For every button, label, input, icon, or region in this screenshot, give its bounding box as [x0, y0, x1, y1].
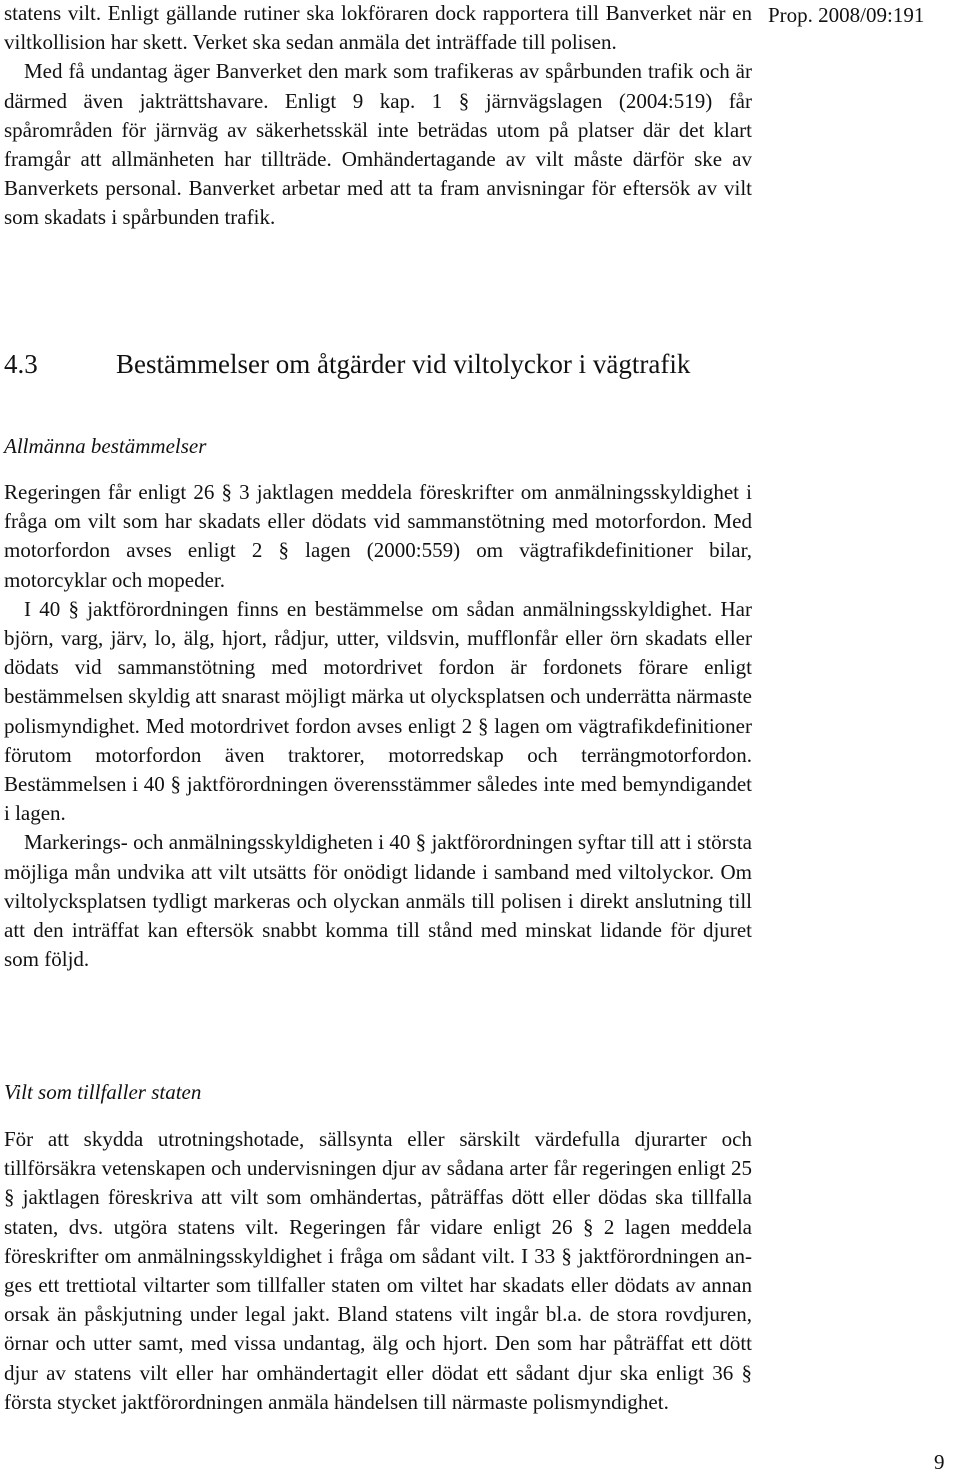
subheading-general-provisions: Allmänna bestämmelser: [4, 434, 207, 458]
proposition-reference: Prop. 2008/09:191: [768, 3, 925, 27]
paragraph: statens vilt. Enligt gällande rutiner ska lokföraren dock rapportera till Banverket när en viltkollision har skett. Verket ska sedan anmäla det inträffade till polisen.: [4, 1, 752, 55]
paragraph: Markerings- och anmälningsskyldigheten i 40 § jaktförordningen syftar till att i största möjliga mån undvika att vilt utsätts för onödigt lidande i samband med viltolyckor. Om viltolycksplatsen tydligt markeras och olyckan anmäls till polisen i direkt anslutning till att den inträffat kan eftersök snabbt komma till stånd med minskat lidande för djuret som följd.: [4, 830, 752, 972]
subheading-state-game: Vilt som tillfaller staten: [4, 1080, 202, 1104]
general-provisions-text: [4, 478, 752, 974]
paragraph: I 40 § jaktförordningen finns en bestämmelse om sådan anmälningsskyldighet. Har björn, varg, järv, lo, älg, hjort, rådjur, utter, vildsvin, mufflonfår eller örn skadats eller dödats vid sammanstötning med motordrivet fordon är fordonets förare enligt bestämmelsen skyldig att snarast möjligt märka ut olycksplatsen och underrätta närmaste polismyndighet. Med motordrivet fordon avses enligt 2 § lagen om vägtrafikdefinitioner förutom motorfordon även traktorer, motorredskap och terrängmotorfordon. Bestämmelsen i 40 § jaktförordningen överensstämmer således inte med bemyndigandet i lagen.: [4, 596, 752, 826]
intro-text: [4, 0, 752, 233]
paragraph: Regeringen får enligt 26 § 3 jaktlagen meddela föreskrifter om anmälningsskyldighet i fråga om vilt som har skadats eller dödats vid sammanstötning med motorfordon. Med motorfordon avses enligt 2 § lagen (2000:559) om vägtrafikdefinitioner bilar, motorcyklar och mopeder.: [4, 480, 752, 592]
section-heading: [4, 345, 752, 383]
page-number: 9: [934, 1450, 945, 1474]
section-title: Bestämmelser om åtgärder vid viltolyckor i vägtrafik: [116, 349, 691, 379]
state-game-text: [4, 1125, 752, 1417]
paragraph: Med få undantag äger Banverket den mark som trafikeras av spårbunden trafik och är därmed även jakträttshavare. Enligt 9 kap. 1 § järnvägslagen (2004:519) får spårområden för järnväg av säkerhetsskäl inte beträdas utom på platser där det klart framgår att allmänheten har tillträde. Omhändertagande av vilt måste därför ske av Banverkets personal. Banverket arbetar med att ta fram anvisningar för eftersök av vilt som skadats i spårbunden trafik.: [4, 59, 752, 230]
section-number: 4.3: [4, 349, 38, 379]
paragraph: För att skydda utrotningshotade, sällsynta eller särskilt värdefulla djurarter och tillförsäkra vetenskapen och undervisningen djur av sådana arter får regeringen enligt 25 § jaktlagen föreskriva att vilt som omhändertas, påträffas dött eller dödas ska tillfalla staten, dvs. utgöra statens vilt. Regeringen får vidare enligt 26 § 2 lagen meddela föreskrifter om anmälningsskyldighet i fråga om sådant vilt. I 33 § jaktförordningen anges ett trettiotal viltarter som tillfaller staten om viltet har skadats eller dödats av annan orsak än påskjutning under legal jakt. Bland statens vilt ingår bl.a. de stora rovdjuren, örnar och utter samt, med vissa undantag, älg och hjort. Den som har påträffat ett dött djur av statens vilt eller har omhändertagit eller dödat ett sådant djur ska enligt 36 § första stycket jaktförordningen anmäla händelsen till närmaste polismyndighet.: [4, 1127, 752, 1414]
